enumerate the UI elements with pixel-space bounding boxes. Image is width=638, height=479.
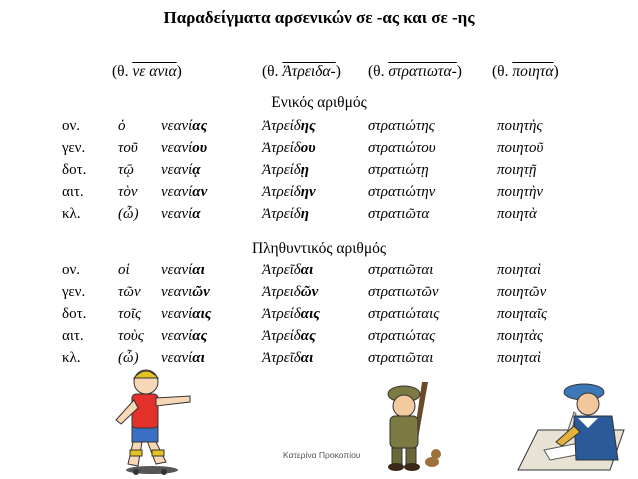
form-neanias: νεανίαν — [161, 184, 208, 200]
table-row — [0, 184, 638, 206]
article: τῶν — [118, 284, 141, 300]
form-poietes: ποιηταὶ — [497, 350, 542, 366]
soldier-illustration — [378, 380, 443, 472]
form-poietes: ποιητὰς — [497, 328, 543, 344]
form-stratiotes: στρατιώτην — [368, 184, 436, 200]
case-label: γεν. — [62, 284, 86, 300]
case-label: γεν. — [62, 140, 86, 156]
theme-atreides: (θ. Ἀτρειδα-) — [262, 63, 341, 80]
form-neanias: νεανίαις — [161, 306, 212, 322]
form-atreides: Ἀτρεῖδαι — [262, 350, 314, 366]
form-atreides: Ἀτρείδης — [262, 118, 316, 134]
case-label: αιτ. — [62, 328, 84, 344]
table-row — [0, 262, 638, 284]
table-row — [0, 306, 638, 328]
table-row — [0, 206, 638, 228]
form-stratiotes: στρατιωτῶν — [368, 284, 439, 300]
case-label: ον. — [62, 262, 81, 278]
form-poietes: ποιητὴν — [497, 184, 544, 200]
form-atreides: Ἀτρείδῃ — [262, 162, 310, 178]
article: οἱ — [118, 262, 130, 278]
table-row — [0, 118, 638, 140]
form-neanias: νεανίαι — [161, 350, 205, 366]
form-poietes: ποιηταῖς — [497, 306, 548, 322]
form-neanias: νεανιῶν — [161, 284, 210, 300]
form-poietes: ποιητῇ — [497, 162, 537, 178]
case-label: δοτ. — [62, 306, 87, 322]
table-row — [0, 328, 638, 350]
case-label: κλ. — [62, 350, 81, 366]
article: τοῦ — [118, 140, 138, 156]
table-row — [0, 162, 638, 184]
table-row — [0, 140, 638, 162]
form-neanias: νεανίου — [161, 140, 208, 156]
form-neanias: νεανίᾳ — [161, 162, 201, 178]
form-atreides: Ἀτρείδη — [262, 206, 310, 222]
form-poietes: ποιητὴς — [497, 118, 543, 134]
form-poietes: ποιηταὶ — [497, 262, 542, 278]
form-atreides: Ἀτρεῖδαι — [262, 262, 314, 278]
singular-heading: Ενικός αριθμός — [271, 94, 367, 111]
form-stratiotes: στρατιῶται — [368, 350, 434, 366]
form-neanias: νεανίαι — [161, 262, 205, 278]
form-atreides: Ἀτρείδην — [262, 184, 316, 200]
case-label: ον. — [62, 118, 81, 134]
form-stratiotes: στρατιῶτα — [368, 206, 430, 222]
form-atreides: Ἀτρείδας — [262, 328, 316, 344]
poet-illustration — [514, 380, 626, 472]
page-title: Παραδείγματα αρσενικών σε -ας και σε -ης — [163, 8, 475, 27]
plural-heading: Πληθυντικός αριθμός — [251, 240, 387, 257]
case-label: δοτ. — [62, 162, 87, 178]
author-footer: Κατερίνα Προκοπίου — [283, 450, 361, 460]
form-atreides: Ἀτρείδαις — [262, 306, 320, 322]
article: τοῖς — [118, 306, 142, 322]
article: (ὦ) — [118, 206, 139, 222]
table-row — [0, 284, 638, 306]
skateboarder-illustration — [94, 366, 194, 476]
form-neanias: νεανία — [161, 206, 201, 222]
form-stratiotes: στρατιῶται — [368, 262, 434, 278]
theme-stratiotes: (θ. στρατιωτα-) — [368, 63, 462, 80]
article: ὁ — [118, 118, 126, 134]
form-poietes: ποιητοῦ — [497, 140, 544, 156]
form-neanias: νεανίας — [161, 328, 208, 344]
form-stratiotes: στρατιώταις — [368, 306, 440, 322]
form-poietes: ποιητῶν — [497, 284, 547, 300]
article: (ὦ) — [118, 350, 139, 366]
form-stratiotes: στρατιώτου — [368, 140, 436, 156]
form-atreides: Ἀτρείδου — [262, 140, 316, 156]
theme-poietes: (θ. ποιητα) — [492, 63, 559, 80]
form-stratiotes: στρατιώτῃ — [368, 162, 429, 178]
article: τὸν — [118, 184, 138, 200]
form-neanias: νεανίας — [161, 118, 208, 134]
article: τῷ — [118, 162, 134, 178]
form-stratiotes: στρατιώτας — [368, 328, 436, 344]
case-label: κλ. — [62, 206, 81, 222]
theme-neanias: (θ. νε ανια) — [112, 63, 182, 80]
form-stratiotes: στρατιώτης — [368, 118, 435, 134]
form-poietes: ποιητὰ — [497, 206, 537, 222]
form-atreides: Ἀτρειδῶν — [262, 284, 319, 300]
article: τοὺς — [118, 328, 144, 344]
case-label: αιτ. — [62, 184, 84, 200]
